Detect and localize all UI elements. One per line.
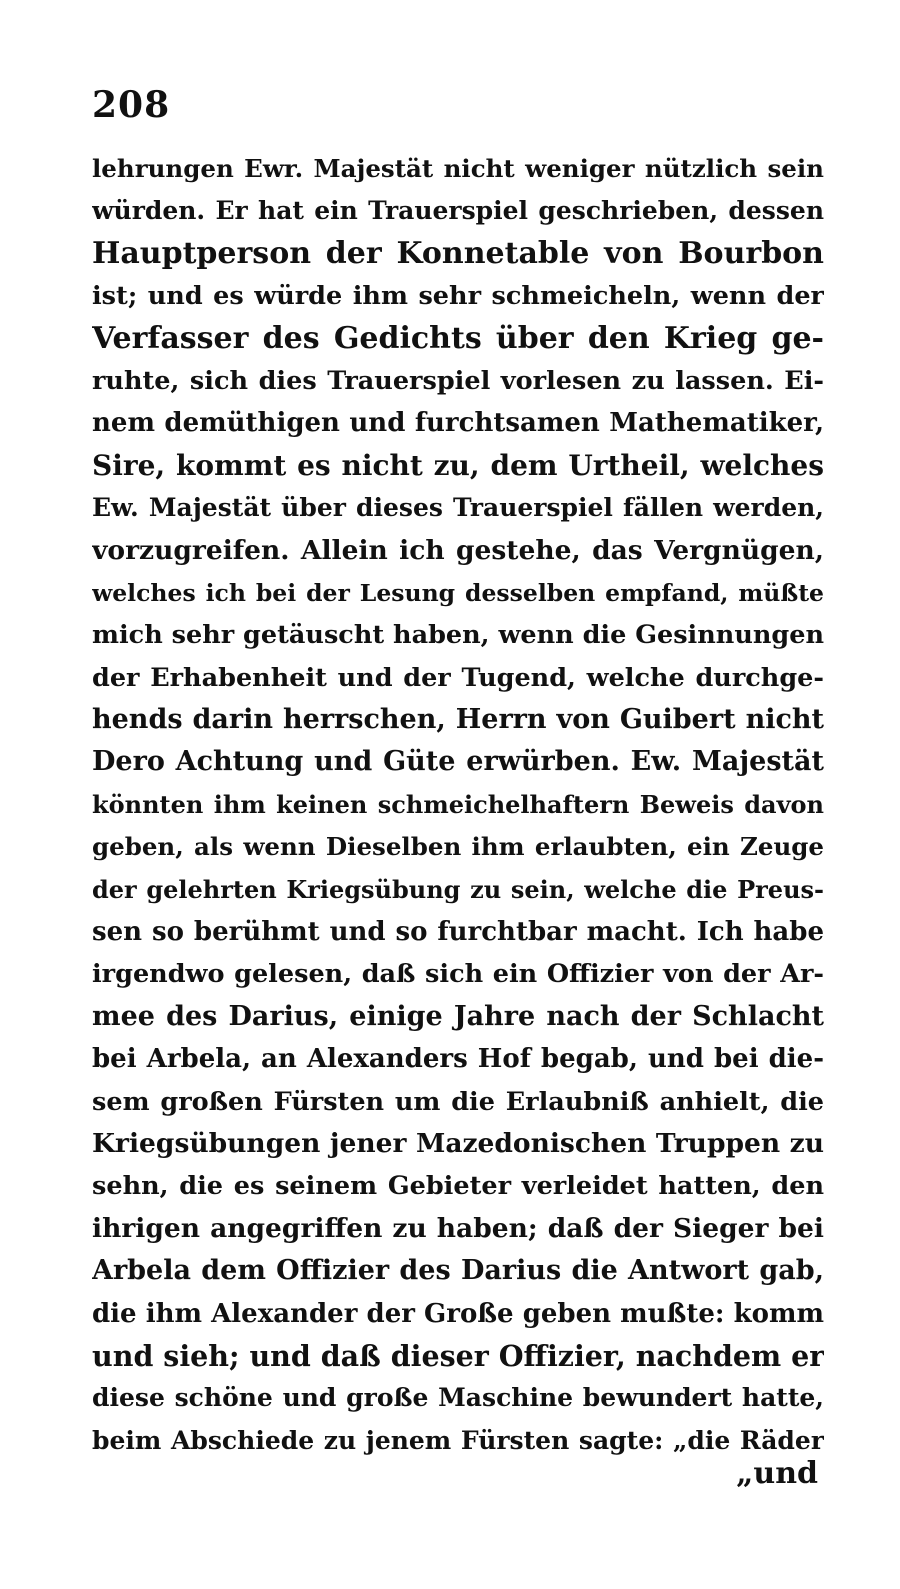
text-line: bei Arbela, an Alexanders Hof begab, und bei die- — [92, 1044, 824, 1075]
text-line: die ihm Alexander der Große geben mußte: komm — [92, 1298, 824, 1329]
text-line: sehn, die es seinem Gebieter verleidet hatten, den — [92, 1171, 824, 1202]
page-number: 208 — [92, 84, 171, 126]
text-line: irgendwo gelesen, daß sich ein Offizier von der Ar- — [92, 959, 824, 990]
text-line: ruhte, sich dies Trauerspiel vorlesen zu lassen. Ei- — [92, 365, 824, 396]
text-line: lehrungen Ewr. Majestät nicht weniger nützlich sein — [92, 154, 824, 183]
text-line: Hauptperson der Konnetable von Bourbon — [92, 235, 824, 271]
text-line: nem demüthigen und furchtsamen Mathematiker, — [92, 408, 824, 439]
catchword: „und — [736, 1456, 818, 1491]
text-line: mich sehr getäuscht haben, wenn die Gesinnungen — [92, 620, 824, 651]
text-line: vorzugreifen. Allein ich gestehe, das Vergnügen, — [92, 534, 824, 566]
text-line: und sieh; und daß dieser Offizier, nachdem er — [92, 1338, 824, 1373]
text-line: Arbela dem Offizier des Darius die Antwort gab, — [92, 1255, 824, 1287]
text-line: beim Abschiede zu jenem Fürsten sagte: „die Räder — [92, 1425, 824, 1455]
text-line: geben, als wenn Dieselben ihm erlaubten, ein Zeuge — [92, 832, 824, 862]
text-line: mee des Darius, einige Jahre nach der Schlacht — [92, 1000, 824, 1032]
text-line: Verfasser des Gedichts über den Krieg ge- — [92, 320, 824, 356]
text-line: Dero Achtung und Güte erwürben. Ew. Majestät — [92, 746, 824, 778]
text-line: Sire, kommt es nicht zu, dem Urtheil, welches — [92, 448, 824, 482]
text-line: welches ich bei der Lesung desselben empfand, müßte — [92, 578, 824, 607]
text-line: Kriegsübungen jener Mazedonischen Truppen zu — [92, 1127, 824, 1159]
text-line: ist; und es würde ihm sehr schmeicheln, wenn der — [92, 281, 824, 312]
text-line: sem großen Fürsten um die Erlaubniß anhielt, die — [92, 1086, 824, 1117]
text-line: diese schöne und große Maschine bewundert hatte, — [92, 1383, 824, 1413]
text-line: könnten ihm keinen schmeichelhaftern Beweis davon — [92, 789, 824, 819]
text-line: hends darin herrschen, Herrn von Guibert nicht — [92, 704, 824, 736]
text-line: der gelehrten Kriegsübung zu sein, welche die Preus- — [92, 874, 824, 904]
text-line: würden. Er hat ein Trauerspiel geschrieben, dessen — [92, 196, 824, 226]
text-line: der Erhabenheit und der Tugend, welche durchge- — [92, 662, 824, 693]
text-line: Ew. Majestät über dieses Trauerspiel fällen werden, — [92, 493, 824, 523]
text-line: ihrigen angegriffen zu haben; daß der Sieger bei — [92, 1212, 824, 1244]
text-line: sen so berühmt und so furchtbar macht. Ich habe — [92, 917, 824, 948]
body-text — [92, 148, 824, 1462]
